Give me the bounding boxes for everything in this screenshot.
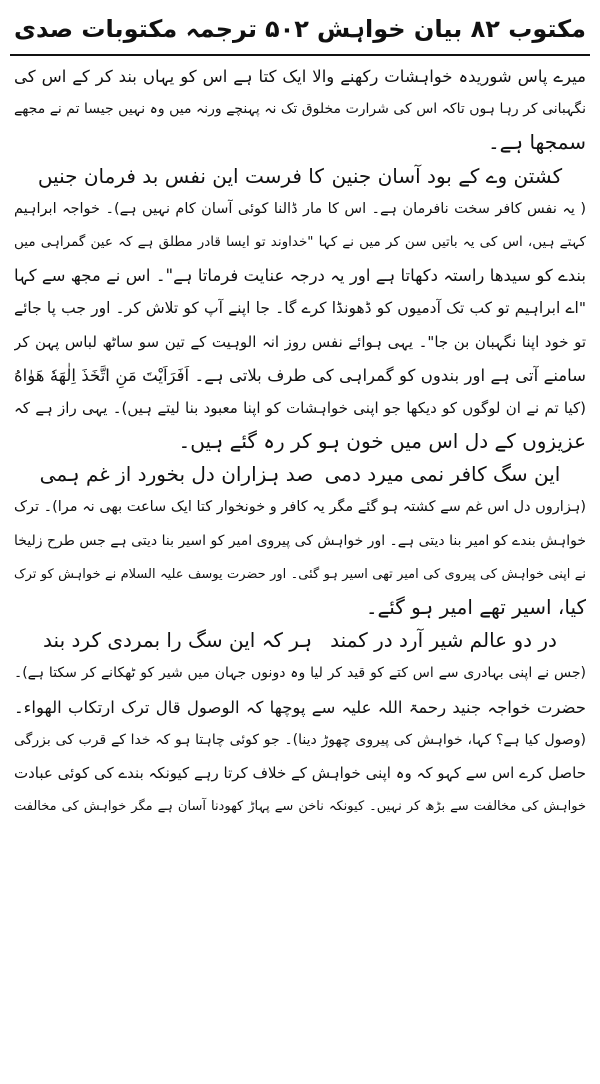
text-line: (وصول کیا ہے؟ کہا، خواہش کی پیروی چھوڑ دینا)۔ جو کوئی چاہتا ہو کہ خدا کے قرب کی بزرگی [14,731,586,748]
text-line: حضرت خواجہ جنید رحمۃ اللہ علیہ سے پوچھا کہ الوصول قال ترک ارتکاب الھواء۔ [14,697,586,717]
text-line: بندے کو سیدھا راستہ دکھاتا ہے اور یہ درجہ عنایت فرماتا ہے"۔ اس نے مجھ سے کہا [14,266,586,286]
verse-hemistich-first: این سگ کافر نمی میرد دمی [324,462,561,487]
page-header [14,6,586,52]
text-line: (ہزاروں دل اس غم سے کشتہ ہو گئے مگر یہ کافر و خونخوار کتا ایک ساعت بھی نہ مرا)۔ ترک [14,499,586,516]
verse-hemistich-second: کا فرست این نفس بد فرمان جنیں [37,163,324,188]
text-line: نگہبانی کر رہا ہوں تاکہ اس کی شرارت مخلوق تک نہ پہنچے ورنہ میں وہ نہیں جیسا تم نے مجھے [14,101,586,118]
verse-hemistich-first: کشتن وے کے بود آسان جنین [331,163,563,188]
text-line: کہتے ہیں، اس کی یہ باتیں سن کر میں نے کہا "خداوند تو ایسا قادر مطلق ہے کہ عین گمراہی میں [14,233,586,250]
text-line: (جس نے اپنی بہادری سے اس کتے کو قید کر لیا وہ دونوں جہان میں شیر کو ٹھکانے کر سکتا ہے)۔ [14,665,586,682]
text-line: ( یہ نفس کافر سخت نافرمان ہے۔ اس کا مار ڈالنا کوئی آسان کام نہیں ہے)۔ خواجہ ابراہیم [14,200,586,217]
text-line: کیا، اسیر تھے امیر ہو گئے۔ [365,595,586,619]
text-line: خواہش کی مخالفت سے بڑھ کر نہیں۔ کیونکہ ناخن سے پہاڑ کھودنا آسان ہے مگر خواہش کی مخالفت [14,799,586,815]
text-line: "اے ابراہیم تو کب تک آدمیوں کو ڈھونڈا کرے گا۔ جا اپنے آپ کو تلاش کر۔ اور جب پا جائے [14,299,586,318]
text-line: سمجھا ہے۔ [487,130,586,155]
verse-couplet [14,160,586,193]
verse-hemistich-second: ہر کہ این سگ را بمردی کرد بند [43,628,313,653]
verse-hemistich-first: در دو عالم شیر آرد در کمند [330,628,557,653]
page-body [14,60,586,1078]
page-number: ۵۰۲ [265,15,309,43]
text-line: خواہش بندے کو امیر بنا دیتی ہے۔ اور خواہش کی پیروی امیر کو اسیر بنا دیتی ہے جس طرح زلیخا [14,532,586,549]
text-line: حاصل کرے اس سے کہو کہ وہ اپنی خواہش کے خلاف کرتا رہے کیونکہ بندے کی کوئی عبادت [14,763,586,782]
verse-hemistich-second: صد ہزاران دل بخورد از غم ہمی [39,462,314,487]
text-line: نے اپنی خواہش کی پیروی کی امیر تھی اسیر ہو گئی۔ اور حضرت یوسف علیہ السلام نے خواہش کو ترک [14,566,586,582]
verse-couplet [14,624,586,657]
text-line: میرے پاس شوریدہ خواہشات رکھنے والا ایک کتا ہے اس کو یہاں بند کر کے اس کی [14,67,586,86]
verse-couplet [14,458,586,491]
running-title-left: ترجمہ مکتوبات صدی [14,15,257,43]
running-title-right: مکتوب ۸۲ بیان خواہش [316,15,586,43]
text-line: عزیزوں کے دل اس میں خون ہو کر رہ گئے ہیں۔ [178,429,586,454]
text-line: تو خود اپنا نگہبان بن جا"۔ یہی ہوائے نفس روز انہ الوہیت کے تین سو ساٹھ لباس پہن کر [14,332,586,351]
header-rule [10,54,590,56]
text-line: (کیا تم نے ان لوگوں کو دیکھا جو اپنی خواہشات کو اپنا معبود بنا لیتے ہیں)۔ یہی راز ہے کہ [14,398,586,417]
text-line: سامنے آتی ہے اور بندوں کو گمراہی کی طرف بلاتی ہے۔ اَفَرَاَیْتَ مَنِ اتَّخَذَ اِلٰهَهٗ هَوٰاهُ [14,365,586,385]
